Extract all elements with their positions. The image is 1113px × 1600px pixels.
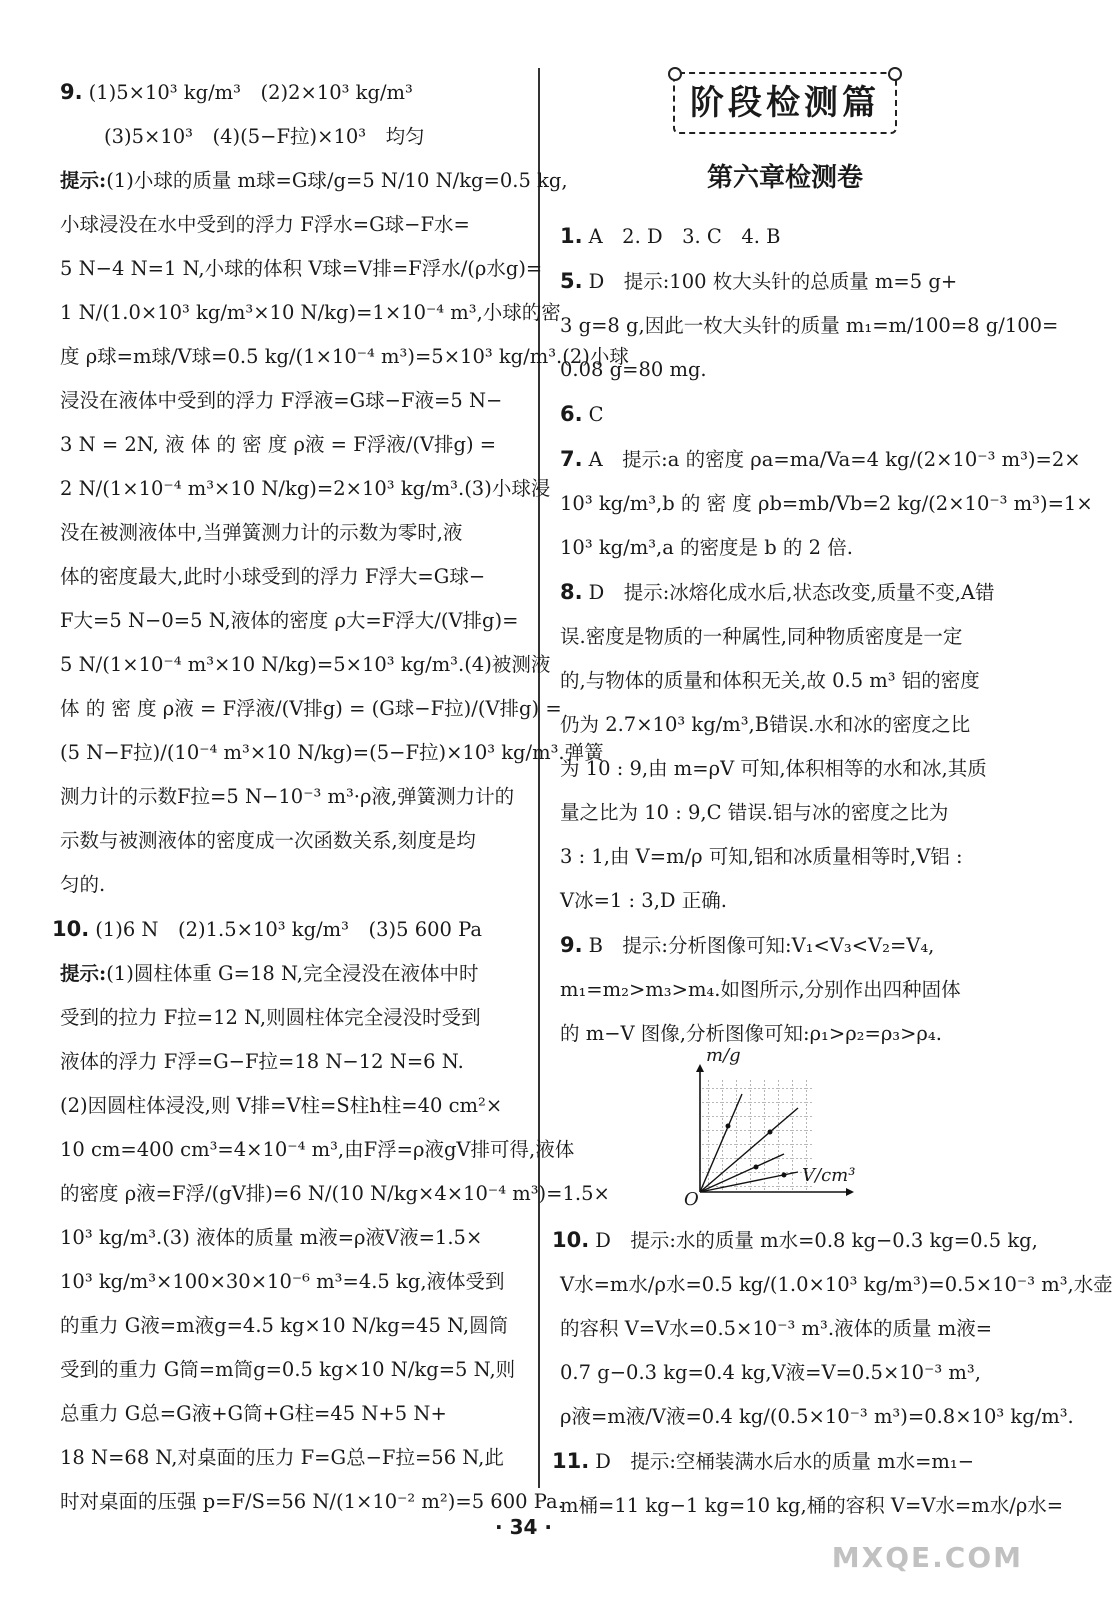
line-text: (1)小球的质量 m球=G球/g=5 N/10 N/kg=0.5 kg, (106, 169, 568, 192)
line-text: V冰=1 : 3,D 正确. (560, 889, 727, 912)
text-line (60, 423, 525, 467)
text-line (60, 1260, 525, 1304)
line-text: 总重力 G总=G液+G筒+G柱=45 N+5 N+ (60, 1402, 447, 1425)
mv-graph-figure (680, 1045, 860, 1210)
line-text: D 提示:水的质量 m水=0.8 kg−0.3 kg=0.5 kg, (595, 1229, 1038, 1252)
x-axis-label: V/cm³ (802, 1165, 856, 1186)
line-text: D 提示:空桶装满水后水的质量 m水=m₁− (595, 1450, 975, 1473)
text-line (60, 599, 525, 643)
text-line (560, 968, 1010, 1012)
text-line (60, 115, 525, 159)
watermark: MXQE.COM (831, 1541, 1023, 1574)
line-text: m₁=m₂>m₃>m₄.如图所示,分别作出四种固体 (560, 978, 961, 1001)
line-text: 测力计的示数F拉=5 N−10⁻³ m³·ρ液,弹簧测力计的 (60, 785, 515, 808)
text-line (560, 482, 1093, 526)
line-text: F大=5 N−0=5 N,液体的密度 ρ大=F浮大/(V排g)= (60, 609, 519, 632)
line-text: 的,与物体的质量和体积无关,故 0.5 m³ 铝的密度 (560, 669, 980, 692)
line-text: V水=m水/ρ水=0.5 kg/(1.0×10³ kg/m³)=0.5×10⁻³ m³,水壶 (560, 1273, 1113, 1296)
text-line (60, 1040, 525, 1084)
text-line (560, 1263, 1113, 1307)
hint-label: 提示: (60, 962, 107, 985)
question-number: 7. (560, 447, 583, 471)
line-text: A 提示:a 的密度 ρa=ma/Va=4 kg/(2×10⁻³ m³)=2× (588, 448, 1081, 471)
line-text: (5 N−F拉)/(10⁻⁴ m³×10 N/kg)=(5−F拉)×10³ kg/m³.弹簧 (60, 741, 604, 764)
chapter-title: 第六章检测卷 (706, 163, 863, 193)
right-column (552, 70, 1113, 1528)
line-text: 3 : 1,由 V=m/ρ 可知,铝和冰质量相等时,V铝 : (560, 845, 963, 868)
question-number: 5. (560, 269, 583, 293)
line-text: 10³ kg/m³,b 的 密 度 ρb=mb/Vb=2 kg/(2×10⁻³ m³)=1× (560, 492, 1093, 515)
text-line (60, 555, 525, 599)
line-text: 为 10 : 9,由 m=ρV 可知,体积相等的水和冰,其质 (560, 757, 987, 780)
text-line (560, 1351, 1010, 1395)
text-line (60, 1392, 525, 1436)
line-text: 量之比为 10 : 9,C 错误.铝与冰的密度之比为 (560, 801, 949, 824)
line-text: 的 m−V 图像,分析图像可知:ρ₁>ρ₂=ρ₃>ρ₄. (560, 1022, 942, 1045)
text-line (60, 1348, 525, 1392)
line-text: 10 cm=400 cm³=4×10⁻⁴ m³,由F浮=ρ液gV排可得,液体 (60, 1138, 575, 1161)
line-text: 受到的重力 G筒=m筒g=0.5 kg×10 N/kg=5 N,则 (60, 1358, 516, 1381)
text-line (60, 159, 568, 203)
line-text: D 提示:冰熔化成水后,状态改变,质量不变,A错 (588, 581, 995, 604)
text-line (552, 1218, 1038, 1263)
text-line (60, 687, 562, 731)
question-number: 9. (60, 80, 83, 104)
text-line (60, 775, 525, 819)
line-text: 3 g=8 g,因此一枚大头针的质量 m₁=m/100=8 g/100= (560, 314, 1059, 337)
question-number: 11. (552, 1449, 590, 1473)
text-line (560, 392, 1010, 437)
text-line (560, 615, 1010, 659)
line-text: (1)5×10³ kg/m³ (2)2×10³ kg/m³ (88, 81, 413, 104)
line-text: 10³ kg/m³.(3) 液体的质量 m液=ρ液V液=1.5× (60, 1226, 483, 1249)
column-divider (538, 68, 540, 1488)
text-line (60, 1436, 525, 1480)
text-line (560, 437, 1081, 482)
line-text: (2)因圆柱体浸没,则 V排=V柱=S柱h柱=40 cm²× (60, 1094, 503, 1117)
text-line (52, 907, 525, 952)
line-text: 体的密度最大,此时小球受到的浮力 F浮大=G球− (60, 565, 486, 588)
text-line (60, 1216, 525, 1260)
line-text: 0.7 g−0.3 kg=0.4 kg,V液=V=0.5×10⁻³ m³, (560, 1361, 981, 1384)
text-line (560, 659, 1010, 703)
text-line (560, 703, 1010, 747)
text-line (60, 863, 525, 907)
line-text: 10³ kg/m³×100×30×10⁻⁶ m³=4.5 kg,液体受到 (60, 1270, 505, 1293)
question-number: 9. (560, 933, 583, 957)
text-line (60, 819, 525, 863)
text-line (60, 467, 551, 511)
line-text: 0.08 g=80 mg. (560, 358, 707, 381)
line-text: 3 N = 2N, 液 体 的 密 度 ρ液 = F浮液/(V排g) = (60, 433, 497, 456)
section-title: 阶段检测篇 (673, 72, 897, 134)
line-text: 度 ρ球=m球/V球=0.5 kg/(1×10⁻⁴ m³)=5×10³ kg/m³.(2)小球 (60, 345, 629, 368)
mv-graph (680, 1060, 860, 1210)
text-line (560, 879, 1010, 923)
text-line (60, 1084, 525, 1128)
line-text: 液体的浮力 F浮=G−F拉=18 N−12 N=6 N. (60, 1050, 464, 1073)
text-line (552, 1439, 1010, 1484)
text-line (60, 1128, 575, 1172)
text-line (60, 247, 543, 291)
line-text: 仍为 2.7×10³ kg/m³,B错误.水和冰的密度之比 (560, 713, 971, 736)
line-text: 5 N/(1×10⁻⁴ m³×10 N/kg)=5×10³ kg/m³.(4)被测液 (60, 653, 551, 676)
text-line (60, 291, 561, 335)
line-text: 没在被测液体中,当弹簧测力计的示数为零时,液 (60, 521, 463, 544)
line-text: 1 N/(1.0×10³ kg/m³×10 N/kg)=1×10⁻⁴ m³,小球的密 (60, 301, 561, 324)
text-line (560, 747, 1010, 791)
text-line (60, 70, 525, 115)
question-number: 10. (52, 917, 90, 941)
text-line (560, 923, 1010, 968)
line-text: ρ液=m液/V液=0.4 kg/(0.5×10⁻³ m³)=0.8×10³ kg/m³. (560, 1405, 1074, 1428)
line-text: 的重力 G液=m液g=4.5 kg×10 N/kg=45 N,圆筒 (60, 1314, 509, 1337)
line-text: 时对桌面的压强 p=F/S=56 N/(1×10⁻² m²)=5 600 Pa. (60, 1490, 564, 1513)
text-line (560, 304, 1059, 348)
line-text: 2 N/(1×10⁻⁴ m³×10 N/kg)=2×10³ kg/m³.(3)小球浸 (60, 477, 551, 500)
question-number: 1. (560, 224, 583, 248)
text-line (60, 1172, 610, 1216)
line-text: 示数与被测液体的密度成一次函数关系,刻度是均 (60, 829, 476, 852)
text-line (560, 835, 1010, 879)
text-line (60, 203, 525, 247)
line-text: 的容积 V=V水=0.5×10⁻³ m³.液体的质量 m液= (560, 1317, 993, 1340)
line-text: 小球浸没在水中受到的浮力 F浮水=G球−F水= (60, 213, 470, 236)
line-text: 的密度 ρ液=F浮/(gV排)=6 N/(10 N/kg×4×10⁻⁴ m³)=1.5× (60, 1182, 610, 1205)
text-line (560, 259, 1010, 304)
text-line (60, 1304, 525, 1348)
line-text: (1)圆柱体重 G=18 N,完全浸没在液体中时 (106, 962, 479, 985)
line-text: 浸没在液体中受到的浮力 F浮液=G球−F液=5 N− (60, 389, 503, 412)
line-text: 受到的拉力 F拉=12 N,则圆柱体完全浸没时受到 (60, 1006, 481, 1029)
hint-label: 提示: (60, 169, 107, 192)
text-line (560, 214, 1010, 259)
line-text: A 2. D 3. C 4. B (588, 225, 781, 248)
line-text: D 提示:100 枚大头针的总质量 m=5 g+ (588, 270, 958, 293)
text-line (560, 1012, 1010, 1056)
text-line (60, 335, 629, 379)
text-line (60, 643, 551, 687)
origin-label: O (684, 1189, 699, 1210)
text-line (560, 570, 1010, 615)
text-line (560, 526, 1010, 570)
line-text: 匀的. (60, 873, 106, 896)
text-line (60, 996, 525, 1040)
line-text: C (588, 403, 604, 426)
line-text: (3)5×10³ (4)(5−F拉)×10³ 均匀 (104, 125, 425, 148)
line-text: 10³ kg/m³,a 的密度是 b 的 2 倍. (560, 536, 853, 559)
left-column (52, 70, 629, 1524)
y-axis-label: m/g (706, 1045, 741, 1066)
text-line (560, 1307, 1010, 1351)
text-line (60, 511, 525, 555)
line-text: B 提示:分析图像可知:V₁<V₃<V₂=V₄, (588, 934, 935, 957)
text-line (560, 348, 1010, 392)
question-number: 6. (560, 402, 583, 426)
line-text: m桶=11 kg−1 kg=10 kg,桶的容积 V=V水=m水/ρ水= (560, 1494, 1064, 1517)
page-number: · 34 · (495, 1515, 552, 1539)
line-text: 5 N−4 N=1 N,小球的体积 V球=V排=F浮水/(ρ水g)= (60, 257, 543, 280)
text-line (60, 952, 525, 996)
text-line (60, 731, 604, 775)
text-line (560, 791, 1010, 835)
line-text: 体 的 密 度 ρ液 = F浮液/(V排g) = (G球−F拉)/(V排g) = (60, 697, 562, 720)
line-text: 18 N=68 N,对桌面的压力 F=G总−F拉=56 N,此 (60, 1446, 504, 1469)
text-line (60, 379, 525, 423)
question-number: 10. (552, 1228, 590, 1252)
text-line (560, 1395, 1074, 1439)
line-text: 误.密度是物质的一种属性,同种物质密度是一定 (560, 625, 963, 648)
question-number: 8. (560, 580, 583, 604)
line-text: (1)6 N (2)1.5×10³ kg/m³ (3)5 600 Pa (95, 918, 482, 941)
